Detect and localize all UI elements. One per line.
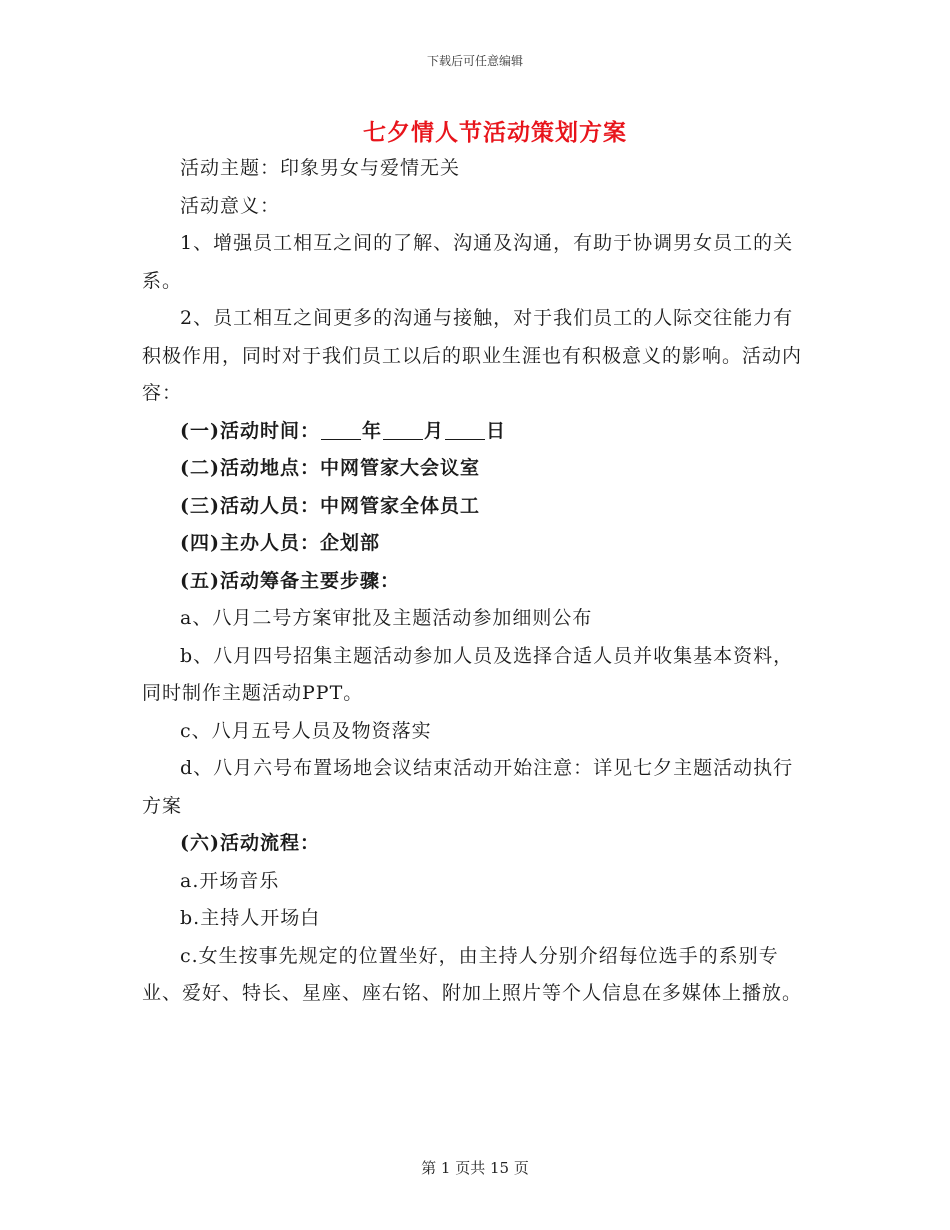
- flow-item: a.开场音乐: [180, 869, 280, 892]
- activity-participants: (三)活动人员：中网管家全体员工: [180, 494, 480, 517]
- activity-flow-heading: (六)活动流程：: [180, 832, 320, 854]
- significance-point-2: 2、员工相互之间更多的沟通与接触，对于我们员工的人际交往能力有积极作用，同时对于我们员工以后的职业生涯也有积极意义的影响。活动内容：: [142, 307, 803, 404]
- theme-paragraph: 活动主题：印象男女与爱情无关: [180, 157, 461, 179]
- day-label: 日: [486, 419, 507, 442]
- activity-time-line: [142, 413, 810, 451]
- flow-item: b.主持人开场白: [180, 907, 321, 929]
- step-item: b、八月四号招集主题活动参加人员及选择合适人员并收集基本资料，同时制作主题活动PPT。: [142, 644, 794, 704]
- significance-point-1: 1、增强员工相互之间的了解、沟通及沟通，有助于协调男女员工的关系。: [142, 232, 794, 292]
- year-blank: [321, 420, 361, 440]
- preparation-steps-heading: (五)活动筹备主要步骤：: [180, 569, 400, 592]
- activity-organizer: (四)主办人员：企划部: [180, 532, 380, 554]
- day-blank: [445, 420, 485, 440]
- activity-location: (二)活动地点：中网管家大会议室: [180, 457, 480, 479]
- step-item: c、八月五号人员及物资落实: [180, 719, 432, 742]
- step-item: d、八月六号布置场地会议结束活动开始注意：详见七夕主题活动执行方案: [142, 757, 794, 817]
- page-footer: 第 1 页共 15 页: [421, 1159, 529, 1177]
- document-body: [142, 150, 810, 1013]
- activity-time-label: (一)活动时间：: [180, 419, 320, 442]
- month-blank: [383, 420, 423, 440]
- document-title: 七夕情人节活动策划方案: [363, 119, 627, 146]
- header-note: 下载后可任意编辑: [426, 54, 523, 68]
- flow-item: c.女生按事先规定的位置坐好，由主持人分别介绍每位选手的系别专业、爱好、特长、星座、座右铭、附加上照片等个人信息在多媒体上播放。: [142, 944, 803, 1004]
- step-item: a、八月二号方案审批及主题活动参加细则公布: [180, 607, 593, 629]
- month-label: 月: [424, 419, 445, 442]
- significance-label: 活动意义：: [180, 194, 281, 217]
- year-label: 年: [361, 419, 382, 442]
